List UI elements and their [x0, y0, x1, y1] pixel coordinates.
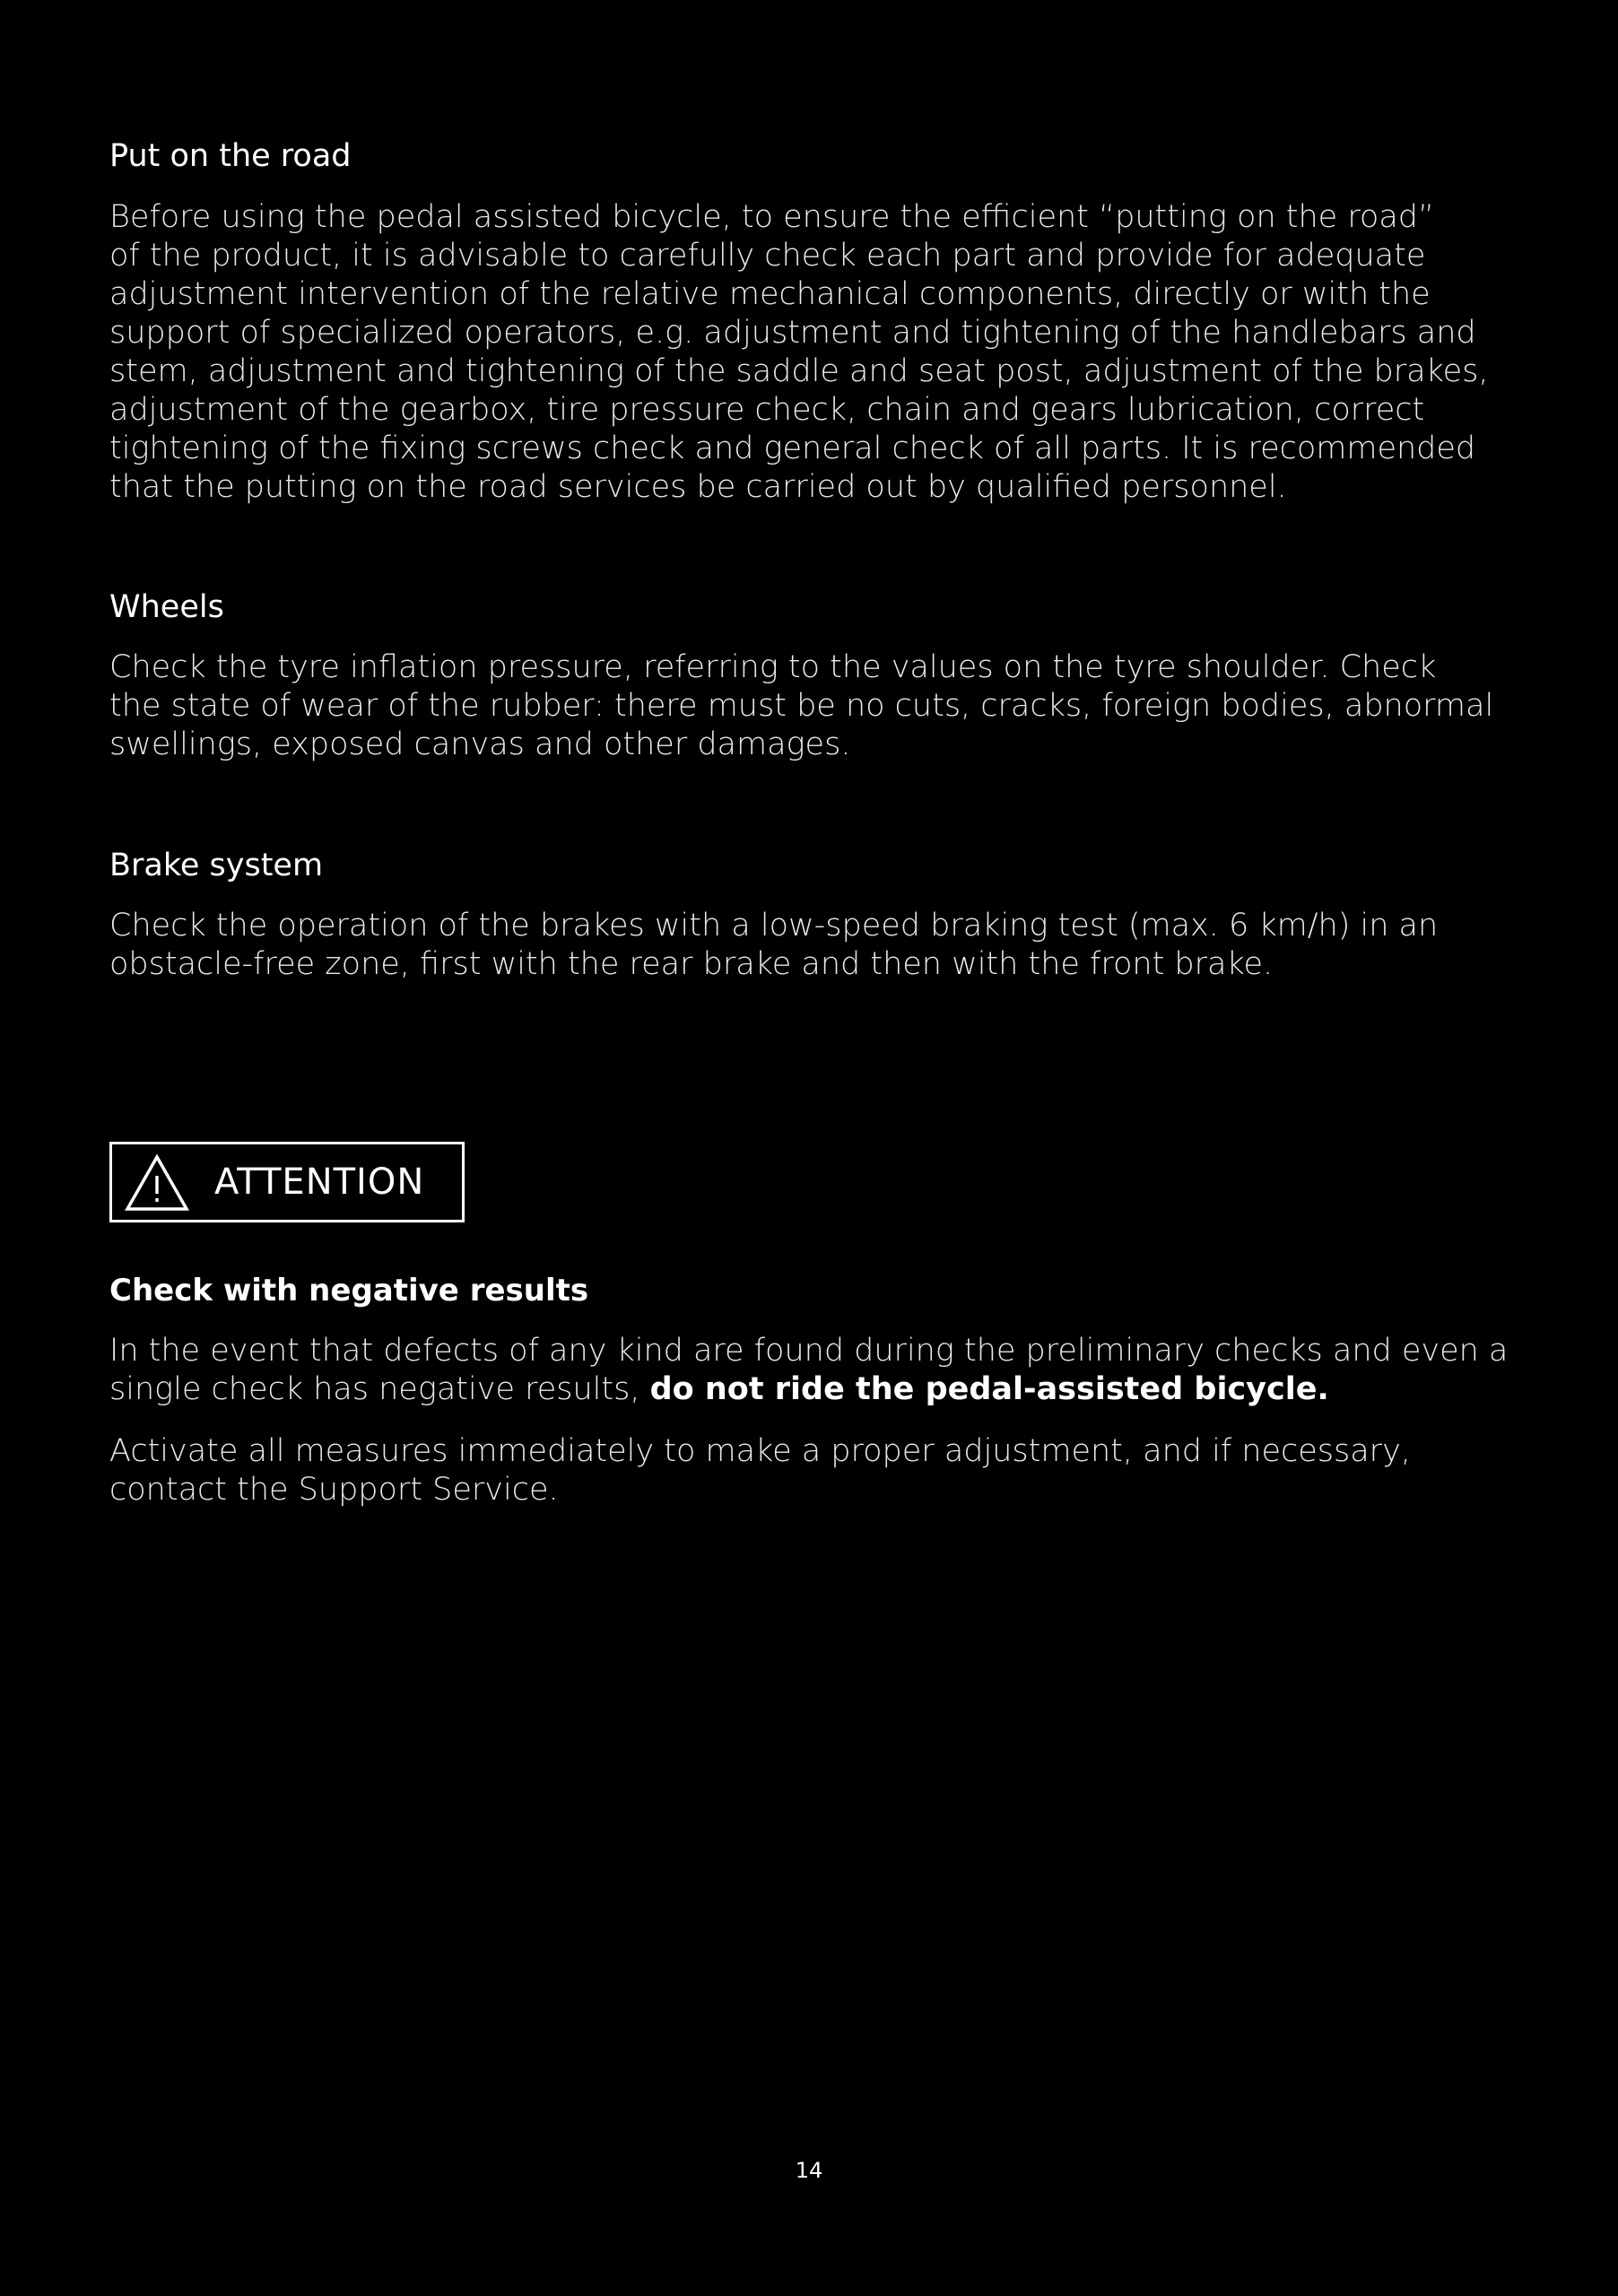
text-line: contact the Support Service.	[109, 1472, 559, 1508]
section-heading-brake-system: Brake system	[109, 848, 324, 883]
section-body-negative-results-action	[109, 1432, 1411, 1509]
section-body-put-on-road	[109, 198, 1489, 507]
section-heading-put-on-road: Put on the road	[109, 138, 352, 174]
section-body-wheels	[109, 648, 1493, 764]
text-line: Before using the pedal assisted bicycle, to ensure the efficient “putting on the road”	[109, 199, 1435, 235]
text-line: Activate all measures immediately to make a proper adjustment, and if necessary,	[109, 1433, 1411, 1469]
section-body-negative-results	[109, 1332, 1508, 1409]
text-line: adjustment of the gearbox, tire pressure check, chain and gears lubrication, correct	[109, 392, 1425, 428]
section-body-brake-system	[109, 907, 1438, 984]
text-line: adjustment intervention of the relative mechanical components, directly or with the	[109, 276, 1431, 312]
text-line: In the event that defects of any kind are found during the preliminary checks and even a	[109, 1333, 1509, 1369]
text-line: of the product, it is advisable to carefully check each part and provide for adequate	[109, 238, 1426, 274]
section-heading-negative-results: Check with negative results	[109, 1273, 589, 1309]
attention-box	[109, 1142, 465, 1222]
text-line: support of specialized operators, e.g. adjustment and tightening of the handlebars and	[109, 315, 1476, 351]
text-segment: single check has negative results,	[109, 1371, 650, 1407]
page-number: 14	[795, 2158, 823, 2183]
text-line: swellings, exposed canvas and other damages.	[109, 726, 851, 762]
text-line: the state of wear of the rubber: there must be no cuts, cracks, foreign bodies, abnormal	[109, 688, 1494, 724]
text-line: Check the tyre inflation pressure, referring to the values on the tyre shoulder. Check	[109, 649, 1437, 685]
attention-label: ATTENTION	[214, 1161, 425, 1203]
text-line: stem, adjustment and tightening of the saddle and seat post, adjustment of the brakes,	[109, 353, 1489, 389]
text-line: tightening of the fixing screws check and general check of all parts. It is recommended	[109, 430, 1476, 466]
section-heading-wheels: Wheels	[109, 589, 224, 625]
text-line: Check the operation of the brakes with a low-speed braking test (max. 6 km/h) in an	[109, 908, 1439, 944]
text-line: that the putting on the road services be carried out by qualified personnel.	[109, 469, 1287, 505]
text-line: obstacle-free zone, first with the rear brake and then with the front brake.	[109, 946, 1274, 982]
warning-emphasis: do not ride the pedal-assisted bicycle.	[649, 1371, 1329, 1407]
warning-triangle-icon	[125, 1154, 189, 1212]
text-line	[109, 1370, 1508, 1409]
